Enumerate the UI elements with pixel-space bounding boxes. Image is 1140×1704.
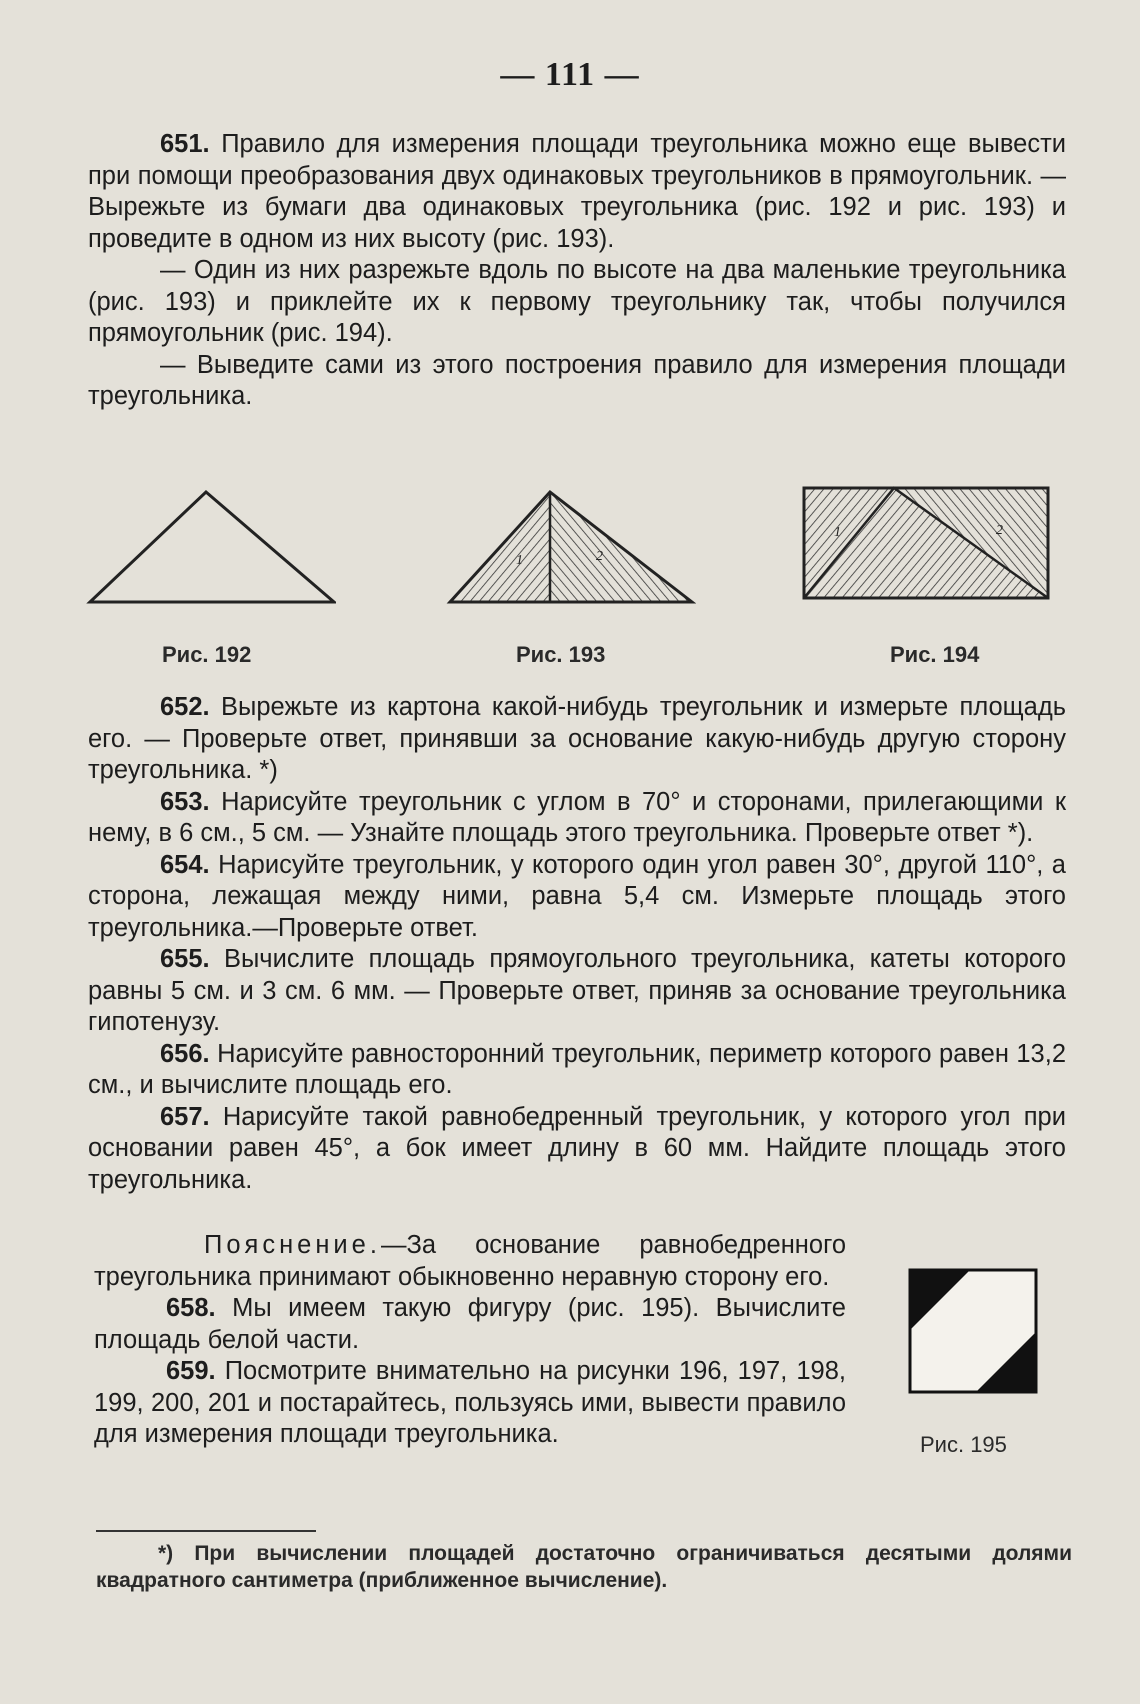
figure-194-label-2: 2 [996, 523, 1003, 538]
problem-text: Нарисуйте такой равнобедренный треугольник, у которого угол при основании равен 45°, а бок имеет длину в 60 мм. Найдите площадь этого треугольника. [88, 1102, 1066, 1194]
figures-row [86, 488, 1056, 608]
problem-652 [88, 692, 1066, 787]
problem-658 [94, 1293, 846, 1356]
note-text: —За основание равнобедренного треугольника принимают обыкновенно неравную сторону его. [94, 1231, 846, 1291]
figure-195-square [908, 1268, 1038, 1394]
problem-text: Вычислите площадь прямоугольного треугольника, катеты которого равны 5 см. и 3 см. 6 мм. — Проверьте ответ, приняв за основание треугольника гипотенузу. [88, 945, 1066, 1036]
problem-text: Вырежьте из картона какой-нибудь треугольник и измерьте площадь его. — Проверьте ответ, принявши за основание какую-нибудь другую сторону треугольника. *) [88, 693, 1066, 784]
problem-text: Правило для измерения площади треугольника можно еще вывести при помощи преобразования двух одинаковых треугольников в прямоугольник. — Вырежьте из бумаги два одинаковых треугольника (рис. 192 и рис. 193) и проведите в одном из них высоту (рис. 193). [88, 130, 1066, 253]
problem-number: 655. [160, 945, 210, 973]
footnote [96, 1540, 1072, 1594]
figure-194-label-1: 1 [834, 525, 841, 540]
note-label: Пояснение. [204, 1231, 381, 1259]
caption-fig-193: Рис. 193 [516, 642, 606, 667]
problem-659 [94, 1356, 846, 1451]
figure-193-label-2: 2 [596, 549, 603, 564]
problem-657 [88, 1102, 1066, 1197]
caption-fig-194: Рис. 194 [890, 642, 980, 667]
problem-651 [88, 129, 1066, 413]
problem-number: 657. [160, 1102, 210, 1131]
caption-fig-192: Рис. 192 [162, 642, 252, 667]
problem-number: 658. [166, 1294, 216, 1322]
problem-653 [88, 787, 1066, 850]
problem-number: 656. [160, 1039, 210, 1068]
figure-193-hatched-triangle [446, 488, 696, 608]
caption-fig-195: Рис. 195 [920, 1432, 1007, 1457]
problem-number: 654. [160, 850, 210, 879]
problem-651-step-3: — Выведите сами из этого построения правило для измерения площади треугольника. [88, 350, 1066, 410]
figure-192-triangle [86, 488, 336, 608]
problem-number: 651. [160, 130, 210, 158]
problem-number: 653. [160, 787, 210, 816]
problem-text: Нарисуйте треугольник, у которого один угол равен 30°, другой 110°, а сторона, лежащая между ними, равна 5,4 см. Измерьте площадь этого треугольника.—Проверьте ответ. [88, 850, 1066, 942]
page-number: — 111 — [500, 56, 640, 93]
figure-194-rectangle [800, 484, 1054, 608]
problem-655 [88, 944, 1066, 1039]
problem-656 [88, 1039, 1066, 1102]
footnote-divider [96, 1530, 316, 1532]
problem-number: 652. [160, 693, 210, 721]
problem-text: Нарисуйте треугольник с углом в 70° и сторонами, прилегающими к нему, в 6 см., 5 см. — Узнайте площадь этого треугольника. Проверьте ответ *). [88, 787, 1067, 847]
footnote-text: *) При вычислении площадей достаточно ограничиваться десятыми долями квадратного сантиметра (приближенное вычисление). [96, 1542, 1072, 1592]
problem-text: Нарисуйте равносторонний треугольник, периметр которого равен 13,2 см., и вычислите площадь его. [88, 1039, 1066, 1099]
problem-text: Посмотрите внимательно на рисунки 196, 197, 198, 199, 200, 201 и постарайтесь, пользуясь ими, вывести правило для измерения площади треугольника. [94, 1357, 846, 1448]
figure-193-label-1: 1 [516, 553, 523, 568]
problems-652-657 [88, 692, 1066, 1196]
note [94, 1230, 846, 1293]
problem-text: Мы имеем такую фигуру (рис. 195). Вычислите площадь белой части. [94, 1294, 846, 1354]
problem-651-step-2: — Один из них разрежьте вдоль по высоте на два маленькие треугольника (рис. 193) и приклейте их к первому треугольнику так, чтобы получился прямоугольник (рис. 194). [88, 256, 1066, 347]
problem-654 [88, 850, 1066, 945]
problems-note-658-659 [94, 1230, 846, 1451]
problem-number: 659. [166, 1357, 216, 1385]
